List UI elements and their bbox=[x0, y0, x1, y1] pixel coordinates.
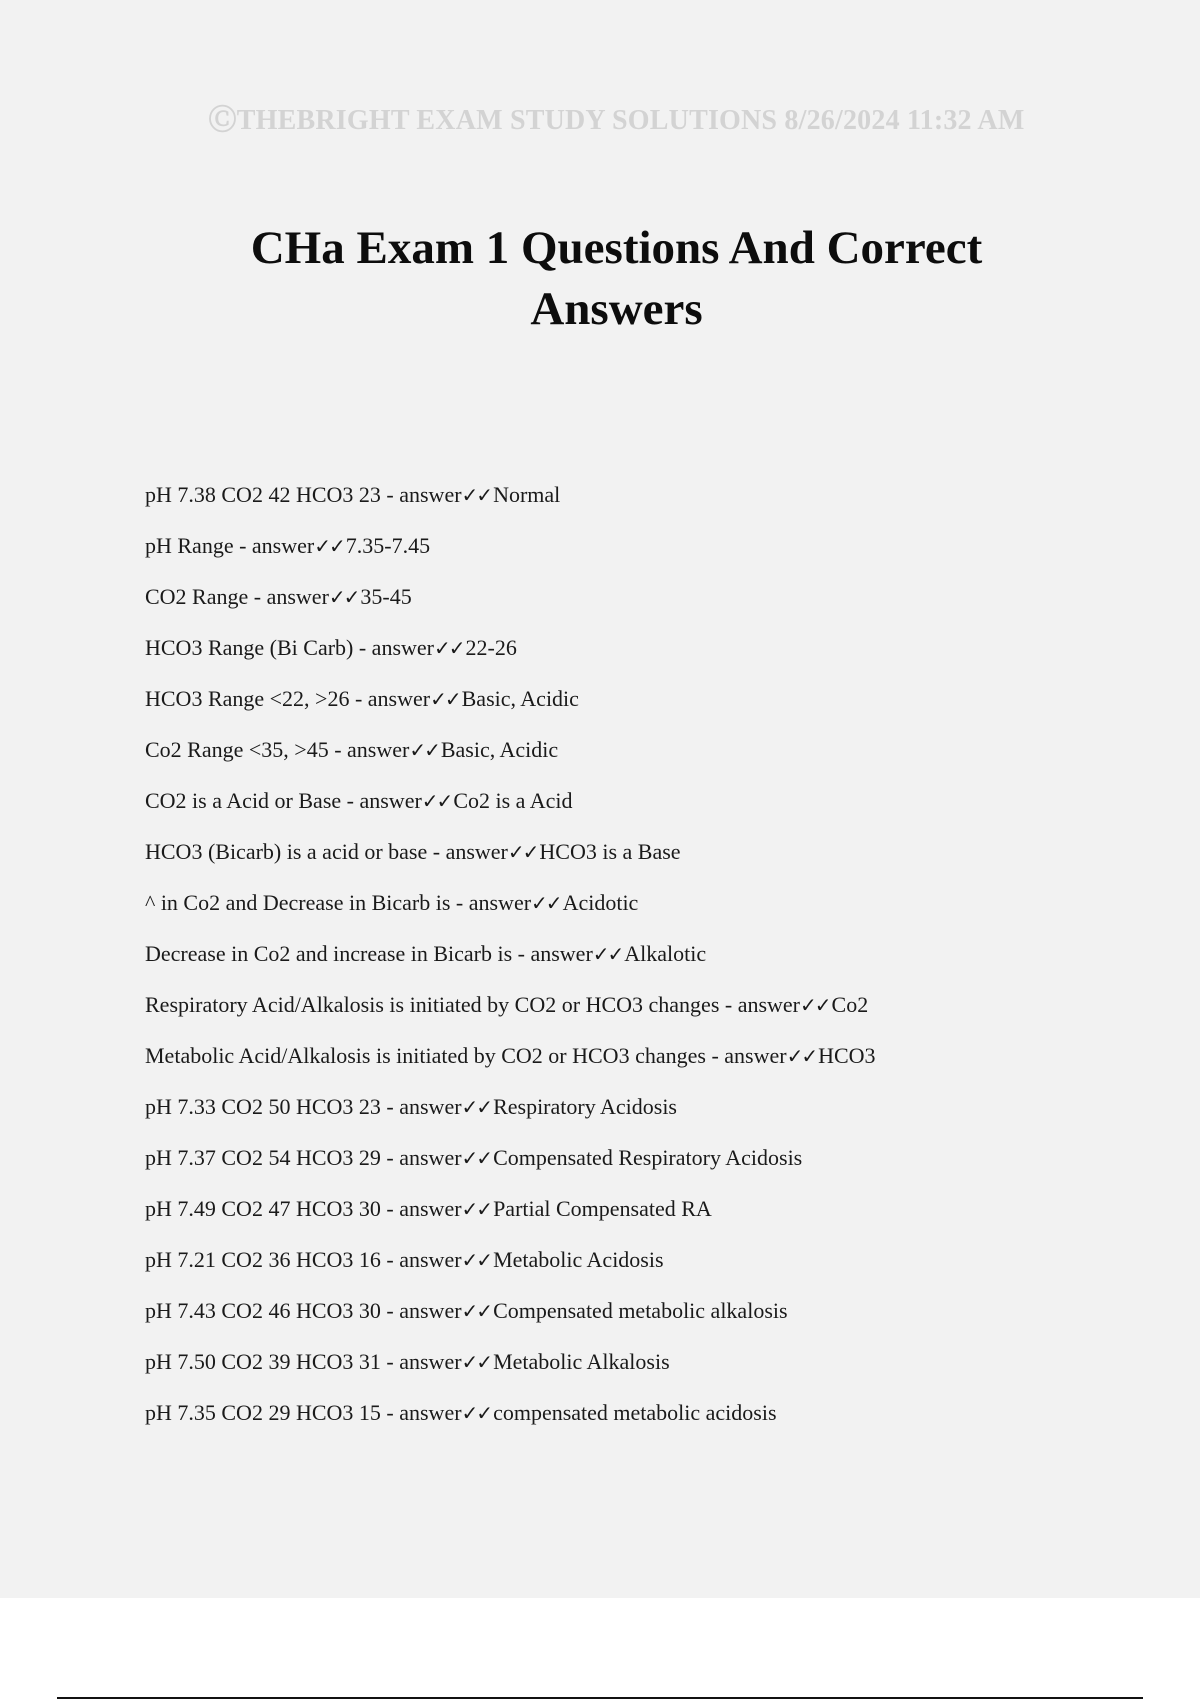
qa-item bbox=[145, 1245, 1145, 1296]
qa-item bbox=[145, 1398, 1145, 1449]
qa-item bbox=[145, 480, 1145, 531]
double-check-icon: ✓✓ bbox=[461, 483, 492, 507]
double-check-icon: ✓✓ bbox=[461, 1299, 492, 1323]
double-check-icon: ✓✓ bbox=[461, 1350, 492, 1374]
double-check-icon: ✓✓ bbox=[786, 1044, 817, 1068]
qa-item bbox=[145, 633, 1145, 684]
double-check-icon: ✓✓ bbox=[314, 534, 344, 558]
answer-text: Alkalotic bbox=[624, 941, 707, 966]
qa-item bbox=[145, 990, 1145, 1041]
answer-separator: - answer bbox=[450, 890, 532, 915]
answer-text: Co2 is a Acid bbox=[453, 788, 573, 813]
answer-text: Basic, Acidic bbox=[440, 737, 559, 762]
answer-separator: - answer bbox=[380, 1298, 462, 1323]
qa-item bbox=[145, 582, 1145, 633]
answer-text: 35-45 bbox=[360, 584, 412, 609]
answer-separator: - answer bbox=[380, 1400, 462, 1425]
question-text: Co2 Range <35, >45 bbox=[145, 737, 329, 762]
answer-separator: - answer bbox=[353, 635, 434, 660]
answer-separator: - answer bbox=[705, 1043, 787, 1068]
document-title: CHa Exam 1 Questions And Correct Answers bbox=[250, 222, 983, 335]
qa-item bbox=[145, 837, 1145, 888]
answer-separator: - answer bbox=[719, 992, 801, 1017]
double-check-icon: ✓✓ bbox=[409, 738, 439, 762]
answer-separator: - answer bbox=[427, 839, 508, 864]
double-check-icon: ✓✓ bbox=[461, 1095, 492, 1119]
watermark: ⒸTHEBRIGHT EXAM STUDY SOLUTIONS 8/26/2024 11:32 AM bbox=[208, 105, 1025, 136]
double-check-icon: ✓✓ bbox=[434, 636, 464, 660]
qa-item bbox=[145, 1092, 1145, 1143]
double-check-icon: ✓✓ bbox=[461, 1248, 492, 1272]
answer-separator: - answer bbox=[380, 1094, 462, 1119]
qa-item bbox=[145, 1041, 1145, 1092]
answer-text: Respiratory Acidosis bbox=[493, 1094, 677, 1119]
answer-text: 7.35-7.45 bbox=[345, 533, 431, 558]
question-text: pH 7.33 CO2 50 HCO3 23 bbox=[145, 1094, 381, 1119]
answer-text: HCO3 bbox=[818, 1043, 876, 1068]
answer-separator: - answer bbox=[349, 686, 431, 711]
answer-separator: - answer bbox=[512, 941, 593, 966]
answer-separator: - answer bbox=[380, 482, 462, 507]
qa-item bbox=[145, 735, 1145, 786]
question-text: pH 7.49 CO2 47 HCO3 30 bbox=[145, 1196, 381, 1221]
double-check-icon: ✓✓ bbox=[592, 942, 623, 966]
answer-text: 22-26 bbox=[465, 635, 517, 660]
answer-text: Metabolic Acidosis bbox=[493, 1247, 664, 1272]
question-text: pH Range bbox=[145, 533, 234, 558]
answer-separator: - answer bbox=[233, 533, 315, 558]
question-text: pH 7.50 CO2 39 HCO3 31 bbox=[145, 1349, 381, 1374]
qa-list bbox=[145, 480, 1145, 1449]
answer-separator: - answer bbox=[380, 1145, 462, 1170]
answer-text: Normal bbox=[493, 482, 561, 507]
answer-separator: - answer bbox=[328, 737, 410, 762]
question-text: pH 7.21 CO2 36 HCO3 16 bbox=[145, 1247, 381, 1272]
double-check-icon: ✓✓ bbox=[800, 993, 830, 1017]
answer-separator: - answer bbox=[380, 1247, 462, 1272]
double-check-icon: ✓✓ bbox=[531, 891, 561, 915]
question-text: HCO3 (Bicarb) is a acid or base bbox=[145, 839, 428, 864]
double-check-icon: ✓✓ bbox=[461, 1197, 492, 1221]
qa-item bbox=[145, 684, 1145, 735]
question-text: HCO3 Range (Bi Carb) bbox=[145, 635, 354, 660]
qa-item bbox=[145, 1296, 1145, 1347]
footer-divider bbox=[57, 1697, 1143, 1699]
answer-text: Co2 bbox=[831, 992, 869, 1017]
qa-item bbox=[145, 531, 1145, 582]
answer-text: Partial Compensated RA bbox=[493, 1196, 712, 1221]
question-text: ^ in Co2 and Decrease in Bicarb is bbox=[145, 890, 451, 915]
answer-separator: - answer bbox=[248, 584, 329, 609]
double-check-icon: ✓✓ bbox=[461, 1146, 492, 1170]
answer-text: Acidotic bbox=[562, 890, 639, 915]
answer-text: Compensated Respiratory Acidosis bbox=[493, 1145, 803, 1170]
double-check-icon: ✓✓ bbox=[507, 840, 538, 864]
qa-item bbox=[145, 888, 1145, 939]
question-text: Decrease in Co2 and increase in Bicarb is bbox=[145, 941, 513, 966]
qa-item bbox=[145, 1194, 1145, 1245]
answer-text: HCO3 is a Base bbox=[539, 839, 681, 864]
answer-separator: - answer bbox=[341, 788, 422, 813]
answer-separator: - answer bbox=[380, 1196, 462, 1221]
question-text: pH 7.37 CO2 54 HCO3 29 bbox=[145, 1145, 381, 1170]
question-text: CO2 is a Acid or Base bbox=[145, 788, 342, 813]
question-text: HCO3 Range <22, >26 bbox=[145, 686, 350, 711]
double-check-icon: ✓✓ bbox=[328, 585, 359, 609]
answer-separator: - answer bbox=[380, 1349, 462, 1374]
answer-text: Metabolic Alkalosis bbox=[493, 1349, 670, 1374]
qa-item bbox=[145, 939, 1145, 990]
qa-item bbox=[145, 786, 1145, 837]
question-text: CO2 Range bbox=[145, 584, 249, 609]
answer-text: Basic, Acidic bbox=[461, 686, 579, 711]
question-text: Metabolic Acid/Alkalosis is initiated by CO2 or HCO3 changes bbox=[145, 1043, 706, 1068]
question-text: pH 7.35 CO2 29 HCO3 15 bbox=[145, 1400, 381, 1425]
answer-text: compensated metabolic acidosis bbox=[493, 1400, 777, 1425]
question-text: pH 7.43 CO2 46 HCO3 30 bbox=[145, 1298, 381, 1323]
qa-item bbox=[145, 1143, 1145, 1194]
question-text: pH 7.38 CO2 42 HCO3 23 bbox=[145, 482, 381, 507]
answer-text: Compensated metabolic alkalosis bbox=[493, 1298, 788, 1323]
question-text: Respiratory Acid/Alkalosis is initiated by CO2 or HCO3 changes bbox=[145, 992, 720, 1017]
qa-item bbox=[145, 1347, 1145, 1398]
double-check-icon: ✓✓ bbox=[421, 789, 452, 813]
double-check-icon: ✓✓ bbox=[461, 1401, 492, 1425]
double-check-icon: ✓✓ bbox=[430, 687, 460, 711]
